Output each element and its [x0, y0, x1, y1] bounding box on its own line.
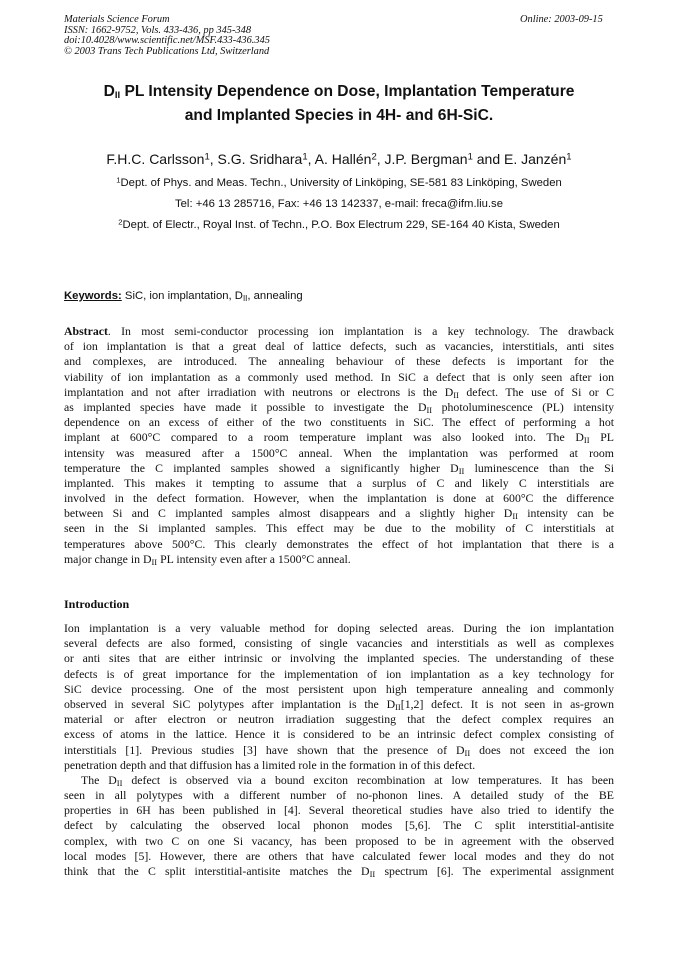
doi-line[interactable]: doi:10.4028/www.scientific.net/MSF.433-436.345 — [64, 35, 270, 47]
affiliation-1: $^1$Dept. of Phys. and Meas. Techn., University of Linköping, SE-581 83 Linköping, Sweden — [116, 175, 562, 189]
abstract: Abstract. In most semi-conductor processing ion implantation is a key technology. The drawback of ion implantation is that a great deal of lattice defects, such as vacancies, interstitials, anti sites and complexes, are introduced. The annealing behaviour of these defects is important for the viability of ion implantation as a commonly used method. In SiC a defect that is only seen after ion implantation and not after irradiation with neutrons or electrons is the $D_{II}$ defect. The use of Si or C as implanted species have made it possible to investigate the $D_{II}$ photoluminescence (PL) intensity dependence on an excess of either of the two constituents in SiC. The effect of performing a hot implant at 600°C compared to a room temperature implant was also looked into. The $D_{II}$ PL intensity was measured after a 1500°C anneal. When the implantation was performed at room temperature the C implanted samples showed a significantly higher $D_{II}$ luminescence than the Si implanted. This makes it tempting to assume that a surplus of C and likely C interstitials are involved in the defect formation. However, when the implantation is done at 600°C the difference between Si and C implanted samples almost disappears and a slightly higher $D_{II}$ intensity can be seen in the Si implanted samples. This effect may be due to the mobility of C interstitials at temperatures above 500°C. This clearly demonstrates the effect of hot implantation that there is a major change in $D_{II}$ PL intensity even after a 1500°C anneal. — [64, 324, 614, 567]
copyright-line: © 2003 Trans Tech Publications Ltd, Switzerland — [64, 45, 270, 57]
journal-header — [64, 15, 270, 57]
contact-info: Tel: +46 13 285716, Fax: +46 13 142337, e-mail: freca@ifm.liu.se — [175, 198, 503, 210]
online-date: Online: 2003-09-15 — [520, 14, 603, 25]
affiliation-2: $^2$Dept. of Electr., Royal Inst. of Techn., P.O. Box Electrum 229, SE-164 40 Kista, Sweden — [118, 217, 560, 231]
paper-title: $D_{II}$ PL Intensity Dependence on Dose, Implantation Temperature and Implanted Species in 4H- and 6H-SiC. — [103, 83, 575, 124]
keywords: Keywords: SiC, ion implantation, $D_{II}$, annealing — [64, 290, 303, 303]
journal-name: Materials Science Forum — [64, 14, 170, 25]
author-list: F.H.C. Carlsson$^1$, S.G. Sridhara$^1$, A. Hallén$^2$, J.P. Bergman$^1$ and E. Janzén$^1$ — [106, 151, 572, 167]
issn-line: ISSN: 1662-9752, Vols. 433-436, pp 345-348 — [64, 24, 252, 36]
keywords-label: Keywords: — [64, 290, 122, 302]
introduction-body: Ion implantation is a very valuable method for doping selected areas. During the ion implantation several defects are also formed, consisting of single vacancies and interstitials as well as complexes or anti sites that are either intrinsic or involving the implanted species. The understanding of these defects is of great importance for the implementation of ion implantation as a key technology for SiC device processing. One of the most persistent upon high temperature annealing and commonly observed in several SiC polytypes after implantation is the $D_{II}[1,2]$ defect. It is not seen in as-grown material or after electron or neutron irradiation suggesting that the defect complex requires an excess of atoms in the lattice. Hence it is considered to be an intrinsic defect complex consisting of interstitials [1]. Previous studies [3] have shown that the presence of $D_{II}$ does not exceed the ion penetration depth and that diffusion has a limited role in the formation in of this defect. The $D_{II}$ defect is observed via a bound exciton recombination at low temperatures. It has been seen in all polytypes with a different number of no-phonon lines. A detailed study of the BE properties in 6H has been published in [4]. Several theoretical studies have also tried to identify the defect by calculating the observed local phonon modes [5,6]. The C split interstitial-antisite complex, with two C on one Si vacancy, has been proposed to be in agreement with the observed local modes [5]. However, there are others that have calculated fewer local modes and they do not think that the C split interstitial-antisite matches the $D_{II}$ spectrum [6]. The experimental assignment — [64, 621, 615, 879]
introduction-heading: Introduction — [64, 597, 130, 611]
abstract-label: Abstract — [64, 324, 108, 338]
